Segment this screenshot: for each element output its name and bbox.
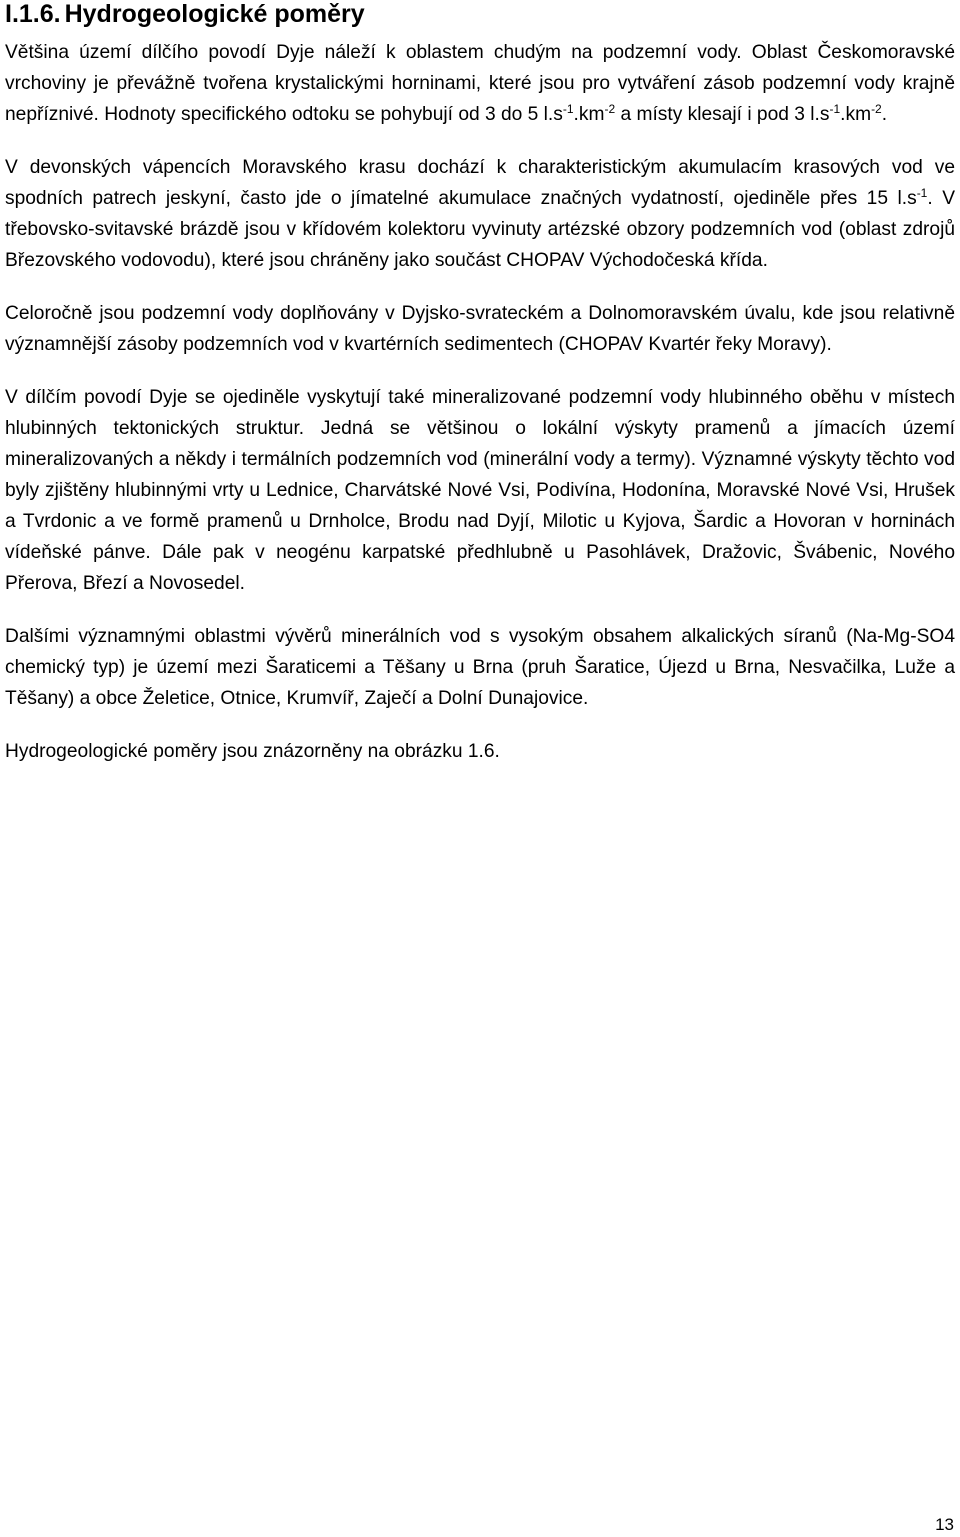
- superscript: -1: [562, 102, 574, 116]
- section-heading: [5, 0, 365, 28]
- paragraph-text: .: [881, 104, 888, 125]
- superscript: -2: [604, 102, 616, 116]
- paragraph-text: .km: [573, 104, 605, 125]
- paragraph-text: . V třebovsko-svitavské brázdě jsou v křídovém kolektoru vyvinuty artézské obzory podzemních vod (oblast zdrojů Březovského vodovodu), které jsou chráněny jako součást CHOPAV Východočeská křída.: [5, 188, 955, 271]
- section-number: I.1.6.: [5, 0, 61, 28]
- paragraph-figure-reference: Hydrogeologické poměry jsou znázorněny na obrázku 1.6.: [5, 741, 500, 762]
- paragraph-karst-waters: [5, 152, 955, 276]
- body-text: [5, 37, 955, 789]
- paragraph-specific-runoff: [5, 37, 955, 130]
- superscript: -1: [829, 102, 841, 116]
- superscript: -1: [916, 186, 928, 200]
- paragraph-text: a místy klesají i pod 3 l.s: [615, 104, 830, 125]
- paragraph-text: .km: [840, 104, 872, 125]
- section-title: Hydrogeologické poměry: [64, 0, 365, 28]
- paragraph-text: Většina území dílčího povodí Dyje náleží k oblastem chudým na podzemní vody. Oblast Českomoravské vrchoviny je převážně tvořena krystalickými horninami, které jsou pro vytváření zásob podzemní vody krajně nepříznivé. Hodnoty specifického odtoku se pohybují od 3 do 5 l.s: [5, 42, 955, 125]
- paragraph-sulfate-waters: Dalšími významnými oblastmi vývěrů minerálních vod s vysokým obsahem alkalických síranů (Na-Mg-SO4 chemický typ) je území mezi Šaraticemi a Těšany u Brna (pruh Šaratice, Újezd u Brna, Nesvačilka, Luže a Těšany) a obce Želetice, Otnice, Krumvíř, Zaječí a Dolní Dunajovice.: [5, 626, 955, 709]
- paragraph-mineral-waters: V dílčím povodí Dyje se ojediněle vyskytují také mineralizované podzemní vody hlubinného oběhu v místech hlubinných tektonických struktur. Jedná se většinou o lokální výskyty pramenů a jímacích území mineralizovaných a někdy i termálních podzemních vod (minerální vody a termy). Významné výskyty těchto vod byly zjištěny hlubinnými vrty u Lednice, Charvátské Nové Vsi, Podivína, Hodonína, Moravské Nové Vsi, Hrušek a Tvrdonic a ve formě pramenů u Drnholce, Brodu nad Dyjí, Milotic u Kyjova, Šardic a Hovoran v horninách vídeňské pánve. Dále pak v neogénu karpatské předhlubně u Pasohlávek, Dražovic, Švábenic, Nového Přerova, Březí a Novosedel.: [5, 387, 955, 594]
- paragraph-quaternary-sediments: Celoročně jsou podzemní vody doplňovány v Dyjsko-svrateckém a Dolnomoravském úvalu, kde jsou relativně významnější zásoby podzemních vod v kvartérních sedimentech (CHOPAV Kvartér řeky Moravy).: [5, 303, 955, 355]
- page-number: 13: [935, 1515, 954, 1534]
- paragraph-text: V devonských vápencích Moravského krasu dochází k charakteristickým akumulacím krasových vod ve spodních patrech jeskyní, často jde o jímatelné akumulace značných vydatností, ojediněle přes 15 l.s: [5, 157, 955, 209]
- superscript: -2: [871, 102, 882, 116]
